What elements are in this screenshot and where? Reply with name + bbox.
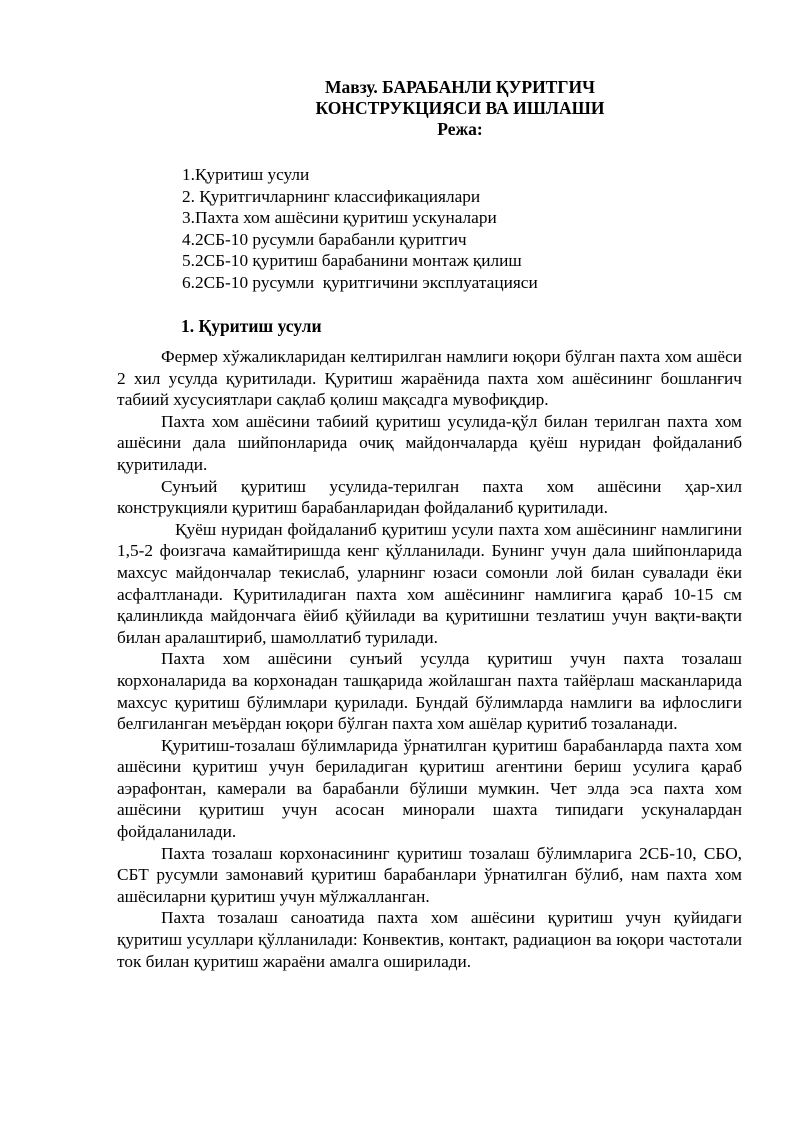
paragraph: Пахта хом ашёсини сунъий усулда қуритиш учун пахта тозалаш корхоналарида ва корхонадан ташқарида жойлашган пахта тайёрлаш масканларида махсус қуритиш бўлимлари қурилади. Бундай бўлимларда намлиги ва ифлослиги белгиланган меъёрдан юқори бўлган пахта хом ашёлар қуритиб тозаланади. (117, 649, 742, 734)
paragraph: Қуёш нуридан фойдаланиб қуритиш усули пахта хом ашёсининг намлигини 1,5-2 фоизгача камайтиришда кенг қўлланилади. Бунинг учун дала шийпонларида махсус майдончалар текислаб, уларнинг юзаси сомонли лой билан сувалади ёки асфалтланади. Қуритиладиган пахта хом ашёсининг намлигига қараб 10-15 см қалинликда майдончага ёйиб қўйилади ва қуритишни тезлатиш учун вақти-вақти билан аралаштириб, шамоллатиб турилади. (117, 519, 742, 647)
document-title (120, 77, 800, 140)
paragraph: Пахта хом ашёсини табиий қуритиш усулида-қўл билан терилган пахта хом ашёсини дала шийпонларида очиқ майдончаларда қуёш нуридан фойдаланиб қуритилади. (117, 411, 742, 474)
paragraph: Пахта тозалаш корхонасининг қуритиш тозалаш бўлимларига 2СБ-10, СБО, СБТ русумли замонавий қуритиш барабанлари ўрнатилган бўлиб, нам пахта хом ашёсиларни қуритиш учун мўлжалланган. (117, 843, 742, 906)
paragraph: Фермер хўжаликларидан келтирилган намлиги юқори бўлган пахта хом ашёси 2 хил усулда қуритилади. Қуритиш жараёнида пахта хом ашёсининг бошланғич табиий хусусиятлари сақлаб қолиш мақсадга мувофиқдир. (117, 347, 742, 410)
paragraph: Пахта тозалаш саноатида пахта хом ашёсини қуритиш учун қуйидаги қуритиш усуллари қўлланилади: Конвектив, контакт, радиацион ва юқори частотали ток билан қуритиш жараёни амалга оширилади. (117, 908, 742, 971)
plan-list (182, 164, 538, 294)
plan-item: 1.Қуритиш усули (182, 165, 310, 184)
title-line-3: Режа: (437, 119, 483, 139)
plan-item: 4.2СБ-10 русумли барабанли қуритгич (182, 229, 467, 249)
paragraph: Қуритиш-тозалаш бўлимларида ўрнатилган қуритиш барабанларда пахта хом ашёсини қуритиш учун бериладиган қуритиш агентини бериш усулига қараб аэрафонтан, камерали ва барабанли бўлиши мумкин. Чет элда эса пахта хом ашёсини қуритиш учун асосан минорали шахта типидаги ускуналардан фойдаланилади. (117, 735, 742, 842)
plan-item: 2. Қуритгичларнинг классификациялари (182, 186, 481, 206)
title-line-2: КОНСТРУКЦИЯСИ ВА ИШЛАШИ (315, 98, 605, 118)
title-line-1: Мавзу. БАРАБАНЛИ ҚУРИТГИЧ (325, 77, 595, 97)
plan-item: 3.Пахта хом ашёсини қуритиш ускуналари (182, 208, 497, 228)
body-text (117, 346, 742, 972)
plan-item: 6.2СБ-10 русумли қуритгичини эксплуатацияси (182, 272, 538, 292)
plan-item: 5.2СБ-10 қуритиш барабанини монтаж қилиш (182, 251, 522, 271)
paragraph: Сунъий қуритиш усулида-терилган пахта хом ашёсини ҳар-хил конструкцияли қуритиш барабанларидан фойдаланиб қуритилади. (117, 476, 742, 518)
section-heading: 1. Қуритиш усули (181, 316, 322, 336)
